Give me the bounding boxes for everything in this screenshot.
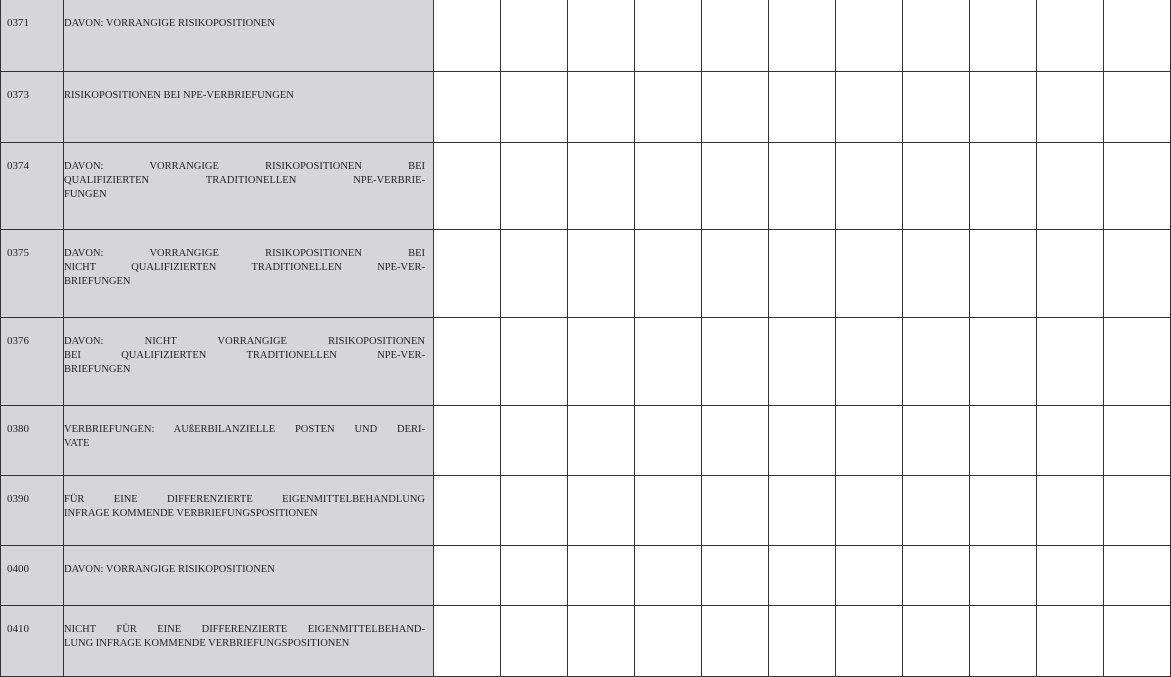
data-cell[interactable] [568, 545, 635, 605]
row-label-line: QUALIFIZIERTEN TRADITIONELLEN NPE-VERBRIE- [64, 174, 425, 188]
data-cell[interactable] [1104, 605, 1171, 676]
data-cell[interactable] [970, 545, 1037, 605]
row-label [64, 142, 434, 229]
data-cell[interactable] [1037, 0, 1104, 71]
data-cell[interactable] [970, 71, 1037, 142]
row-label-line: NICHT FÜR EINE DIFFERENZIERTE EIGENMITTELBEHAND- [64, 623, 425, 637]
data-cell[interactable] [702, 475, 769, 545]
data-cell[interactable] [1037, 317, 1104, 405]
row-code: 0380 [1, 405, 64, 475]
data-cell[interactable] [434, 605, 501, 676]
data-cell[interactable] [970, 229, 1037, 317]
data-cell[interactable] [568, 475, 635, 545]
data-cell[interactable] [836, 317, 903, 405]
data-cell[interactable] [702, 405, 769, 475]
row-label-line: DAVON: VORRANGIGE RISIKOPOSITIONEN BEI [64, 160, 425, 174]
report-table-body [1, 0, 1171, 676]
data-cell[interactable] [702, 317, 769, 405]
row-label [64, 229, 434, 317]
row-code: 0400 [1, 545, 64, 605]
row-label [64, 0, 434, 71]
data-cell[interactable] [501, 142, 568, 229]
data-cell[interactable] [769, 71, 836, 142]
data-cell[interactable] [970, 605, 1037, 676]
row-label-line: INFRAGE KOMMENDE VERBRIEFUNGSPOSITIONEN [64, 507, 425, 521]
data-cell[interactable] [769, 605, 836, 676]
data-cell[interactable] [635, 475, 702, 545]
data-cell[interactable] [1037, 545, 1104, 605]
data-cell[interactable] [903, 71, 970, 142]
data-cell[interactable] [903, 0, 970, 71]
row-label [64, 71, 434, 142]
row-label-line: BEI QUALIFIZIERTEN TRADITIONELLEN NPE-VER- [64, 349, 425, 363]
row-code: 0373 [1, 71, 64, 142]
row-label-line: BRIEFUNGEN [64, 363, 425, 377]
data-cell[interactable] [1037, 475, 1104, 545]
data-cell[interactable] [568, 405, 635, 475]
data-cell[interactable] [1104, 142, 1171, 229]
table-row [1, 475, 1171, 545]
data-cell[interactable] [769, 0, 836, 71]
data-cell[interactable] [769, 229, 836, 317]
data-cell[interactable] [836, 229, 903, 317]
data-cell[interactable] [434, 229, 501, 317]
data-cell[interactable] [836, 475, 903, 545]
data-cell[interactable] [769, 405, 836, 475]
data-cell[interactable] [1104, 71, 1171, 142]
data-cell[interactable] [568, 142, 635, 229]
data-cell[interactable] [903, 229, 970, 317]
data-cell[interactable] [836, 71, 903, 142]
data-cell[interactable] [1037, 405, 1104, 475]
data-cell[interactable] [702, 142, 769, 229]
data-cell[interactable] [635, 405, 702, 475]
data-cell[interactable] [1104, 405, 1171, 475]
data-cell[interactable] [903, 605, 970, 676]
data-cell[interactable] [434, 71, 501, 142]
table-row [1, 405, 1171, 475]
data-cell[interactable] [1037, 142, 1104, 229]
data-cell[interactable] [702, 605, 769, 676]
row-code: 0375 [1, 229, 64, 317]
table-row [1, 545, 1171, 605]
data-cell[interactable] [635, 545, 702, 605]
row-label [64, 405, 434, 475]
data-cell[interactable] [1037, 605, 1104, 676]
data-cell[interactable] [903, 317, 970, 405]
data-cell[interactable] [702, 71, 769, 142]
table-row [1, 142, 1171, 229]
data-cell[interactable] [434, 405, 501, 475]
data-cell[interactable] [1104, 0, 1171, 71]
row-code: 0376 [1, 317, 64, 405]
data-cell[interactable] [1037, 229, 1104, 317]
data-cell[interactable] [1104, 317, 1171, 405]
data-cell[interactable] [434, 142, 501, 229]
data-cell[interactable] [1104, 545, 1171, 605]
data-cell[interactable] [970, 142, 1037, 229]
row-code: 0410 [1, 605, 64, 676]
data-cell[interactable] [434, 0, 501, 71]
data-cell[interactable] [903, 405, 970, 475]
data-cell[interactable] [635, 71, 702, 142]
data-cell[interactable] [501, 317, 568, 405]
data-cell[interactable] [970, 0, 1037, 71]
data-cell[interactable] [1104, 229, 1171, 317]
row-label-line: VERBRIEFUNGEN: AUßERBILANZIELLE POSTEN UND DERI- [64, 423, 425, 437]
data-cell[interactable] [769, 545, 836, 605]
data-cell[interactable] [702, 545, 769, 605]
table-row [1, 71, 1171, 142]
table-row [1, 0, 1171, 71]
data-cell[interactable] [568, 71, 635, 142]
data-cell[interactable] [836, 0, 903, 71]
data-cell[interactable] [903, 545, 970, 605]
data-cell[interactable] [635, 229, 702, 317]
row-label-line: DAVON: VORRANGIGE RISIKOPOSITIONEN [64, 563, 425, 577]
data-cell[interactable] [635, 0, 702, 71]
table-row [1, 317, 1171, 405]
data-cell[interactable] [769, 142, 836, 229]
data-cell[interactable] [501, 0, 568, 71]
row-label [64, 475, 434, 545]
data-cell[interactable] [501, 229, 568, 317]
data-cell[interactable] [501, 405, 568, 475]
data-cell[interactable] [836, 142, 903, 229]
row-label-line: FUNGEN [64, 188, 425, 202]
table-row [1, 605, 1171, 676]
data-cell[interactable] [702, 229, 769, 317]
data-cell[interactable] [903, 142, 970, 229]
row-label-line: BRIEFUNGEN [64, 275, 425, 289]
data-cell[interactable] [836, 405, 903, 475]
table-row [1, 229, 1171, 317]
data-cell[interactable] [970, 405, 1037, 475]
data-cell[interactable] [434, 475, 501, 545]
data-cell[interactable] [1037, 71, 1104, 142]
row-label [64, 605, 434, 676]
data-cell[interactable] [568, 605, 635, 676]
row-label-line: DAVON: VORRANGIGE RISIKOPOSITIONEN BEI [64, 247, 425, 261]
data-cell[interactable] [836, 605, 903, 676]
data-cell[interactable] [769, 317, 836, 405]
data-cell[interactable] [769, 475, 836, 545]
data-cell[interactable] [970, 317, 1037, 405]
data-cell[interactable] [1104, 475, 1171, 545]
data-cell[interactable] [501, 605, 568, 676]
data-cell[interactable] [702, 0, 769, 71]
data-cell[interactable] [903, 475, 970, 545]
data-cell[interactable] [970, 475, 1037, 545]
row-label-line: DAVON: NICHT VORRANGIGE RISIKOPOSITIONEN [64, 335, 425, 349]
row-label [64, 317, 434, 405]
data-cell[interactable] [501, 545, 568, 605]
row-code: 0371 [1, 0, 64, 71]
data-cell[interactable] [635, 605, 702, 676]
data-cell[interactable] [568, 229, 635, 317]
row-label-line: FÜR EINE DIFFERENZIERTE EIGENMITTELBEHANDLUNG [64, 493, 425, 507]
data-cell[interactable] [434, 545, 501, 605]
row-label-line: LUNG INFRAGE KOMMENDE VERBRIEFUNGSPOSITIONEN [64, 637, 425, 651]
data-cell[interactable] [568, 317, 635, 405]
data-cell[interactable] [635, 142, 702, 229]
data-cell[interactable] [501, 71, 568, 142]
data-cell[interactable] [501, 475, 568, 545]
data-cell[interactable] [635, 317, 702, 405]
row-label-line: DAVON: VORRANGIGE RISIKOPOSITIONEN [64, 17, 425, 31]
row-label-line: VATE [64, 437, 425, 451]
data-cell[interactable] [836, 545, 903, 605]
row-label [64, 545, 434, 605]
data-cell[interactable] [434, 317, 501, 405]
row-code: 0374 [1, 142, 64, 229]
row-label-line: RISIKOPOSITIONEN BEI NPE-VERBRIEFUNGEN [64, 89, 425, 103]
data-cell[interactable] [568, 0, 635, 71]
row-label-line: NICHT QUALIFIZIERTEN TRADITIONELLEN NPE-VER- [64, 261, 425, 275]
row-code: 0390 [1, 475, 64, 545]
